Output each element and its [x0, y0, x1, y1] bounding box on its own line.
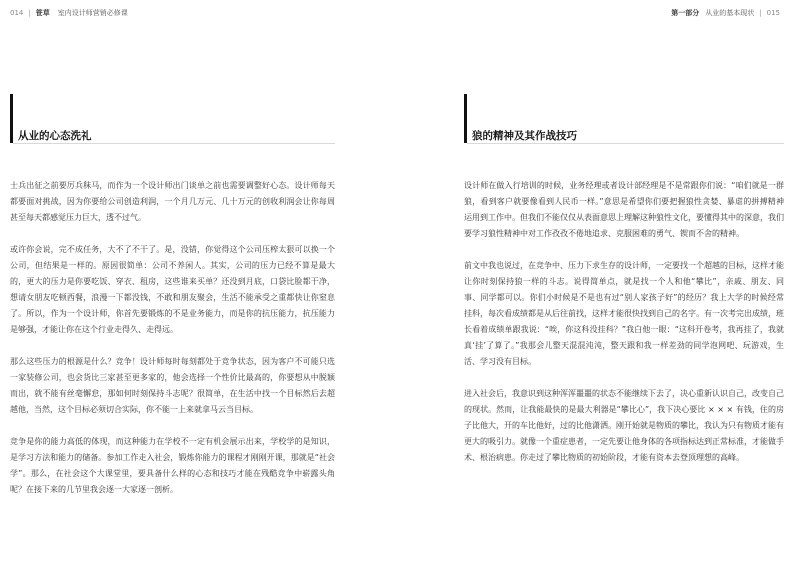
- left-running-header: [10, 8, 128, 18]
- right-section-rule: [467, 143, 784, 144]
- right-header-chapter: 从业的基本现状: [705, 9, 755, 17]
- right-header-part: 第一部分: [671, 9, 700, 17]
- right-section-title: 狼的精神及其作战技巧: [472, 130, 577, 142]
- paragraph: 竞争是你的能力高低的体现，而这种能力在学校不一定有机会展示出来，学校学的是知识，是学习方法和能力的储备。参加工作走入社会，锻炼你能力的课程才刚刚开课，那就是“社会学”。那么，在社会这个大课堂里，要具备什么样的心态和技巧才能在残酷竞争中崭露头角呢？在接下来的几节里我会逐一大家逐一剖析。: [10, 437, 335, 494]
- left-section-bar: [10, 94, 13, 143]
- right-page-number: 015: [766, 9, 780, 17]
- right-body-text: [464, 178, 784, 482]
- left-header-label: 笹草: [35, 9, 50, 17]
- paragraph: 前文中我也说过，在竞争中、压力下求生存的设计师，一定要找一个超越的目标，这样才能让你时刻保持狼一样的斗志。说得简单点，就是找一个人和他“攀比”，亲戚、朋友、同事、同学都可以。你们小时候是不是也有过“别人家孩子好”的经历？我上大学的时候经常挂科，每次看成绩都是从后往前找，这样才能很快找到自己的名字。有一次考完出成绩，班长看着成绩单跟我说：“唉，你这科没挂科？”我白他一眼：“这科开卷考，我再挂了，我就真‘挂’了算了。”我那会儿整天混混沌沌，整天跟和我一样差劲的同学泡网吧、玩游戏，生活、学习没有目标。: [464, 261, 784, 366]
- paragraph: 进入社会后，我意识到这种浑浑噩噩的状态不能继续下去了，决心重新认识自己，改变自己的现状。然而，让我能最快的是最大利器是“攀比心”，我下决心要比 × × × 有钱，住的房子比他大，开的车比他好，过的比他潇洒。刚开始就是物质的攀比，我认为只有物质才能有更大的吸引力。就像一个重症患者，一定先要让他身体的各项指标达到正常标准，才能做手术、根治病患。你走过了攀比物质的初始阶段，才能有资本去登顶理想的高峰。: [464, 389, 784, 462]
- header-divider: |: [759, 9, 762, 17]
- left-body-text: [10, 178, 335, 514]
- paragraph: 或许你会说，完不成任务，大不了不干了。是，没错，你觉得这个公司压榨太狠可以换一个公司，但结果是一样的。原因很简单：公司不养闲人。其实，公司的压力已经不算是最大的，更大的压力是你要吃饭、穿衣、租房，这些谁来买单？还没到月底，口袋比脸都干净，想请女朋友吃顿西餐，浪漫一下都没钱，不敢和朋友聚会，生活不能承受之重都快让你窒息了。所以，作为一个设计师，你首先要锻炼的不是业务能力，而是你的抗压能力，抗压能力是够强，才能让你在这个行业走得久、走得远。: [10, 245, 335, 334]
- left-section-rule: [13, 143, 335, 144]
- paragraph: 士兵出征之前要厉兵秣马，而作为一个设计师出门谈单之前也需要调整好心态。设计师每天都要面对挑战，因为你要给公司创造利润，一个月几万元、几十万元的创收利润会让你每周甚至每天都感觉压力巨大，透不过气。: [10, 181, 335, 222]
- left-book-title: 室内设计师营销必修课: [57, 9, 128, 17]
- left-page-number: 014: [10, 9, 24, 17]
- header-divider: |: [28, 9, 31, 17]
- right-page: [395, 0, 790, 566]
- paragraph: 那么这些压力的根源是什么？竞争！设计师每时每刻都处于竞争状态，因为客户不可能只选一家装修公司，也会货比三家甚至更多家的，他会选择一个性价比最高的，你要想从中脱颖而出，就不能有丝毫懈怠，那如何时刻保持斗志呢？很简单，在生活中找一个目标然后去超越他，当然，这个目标必须切合实际，你不能一上来就拿马云当目标。: [10, 357, 335, 414]
- paragraph: 设计师在做入行培训的时候，业务经理或者设计部经理是不是常跟你们说：“咱们就是一群狼，看到客户就要像看到人民币一样。”意思是希望你们要把握狼性贪婪、暴虐的拼搏精神运用到工作中。但我们不能仅仅从表面意思上理解这种狼性文化，要懂得其中的深意，我们要学习狼性精神中对工作孜孜不倦地追求、克服困难的勇气、锲而不舍的精神。: [464, 181, 784, 238]
- left-section-title: 从业的心态洗礼: [18, 130, 92, 142]
- right-section-bar: [464, 94, 467, 143]
- right-running-header: [671, 8, 780, 18]
